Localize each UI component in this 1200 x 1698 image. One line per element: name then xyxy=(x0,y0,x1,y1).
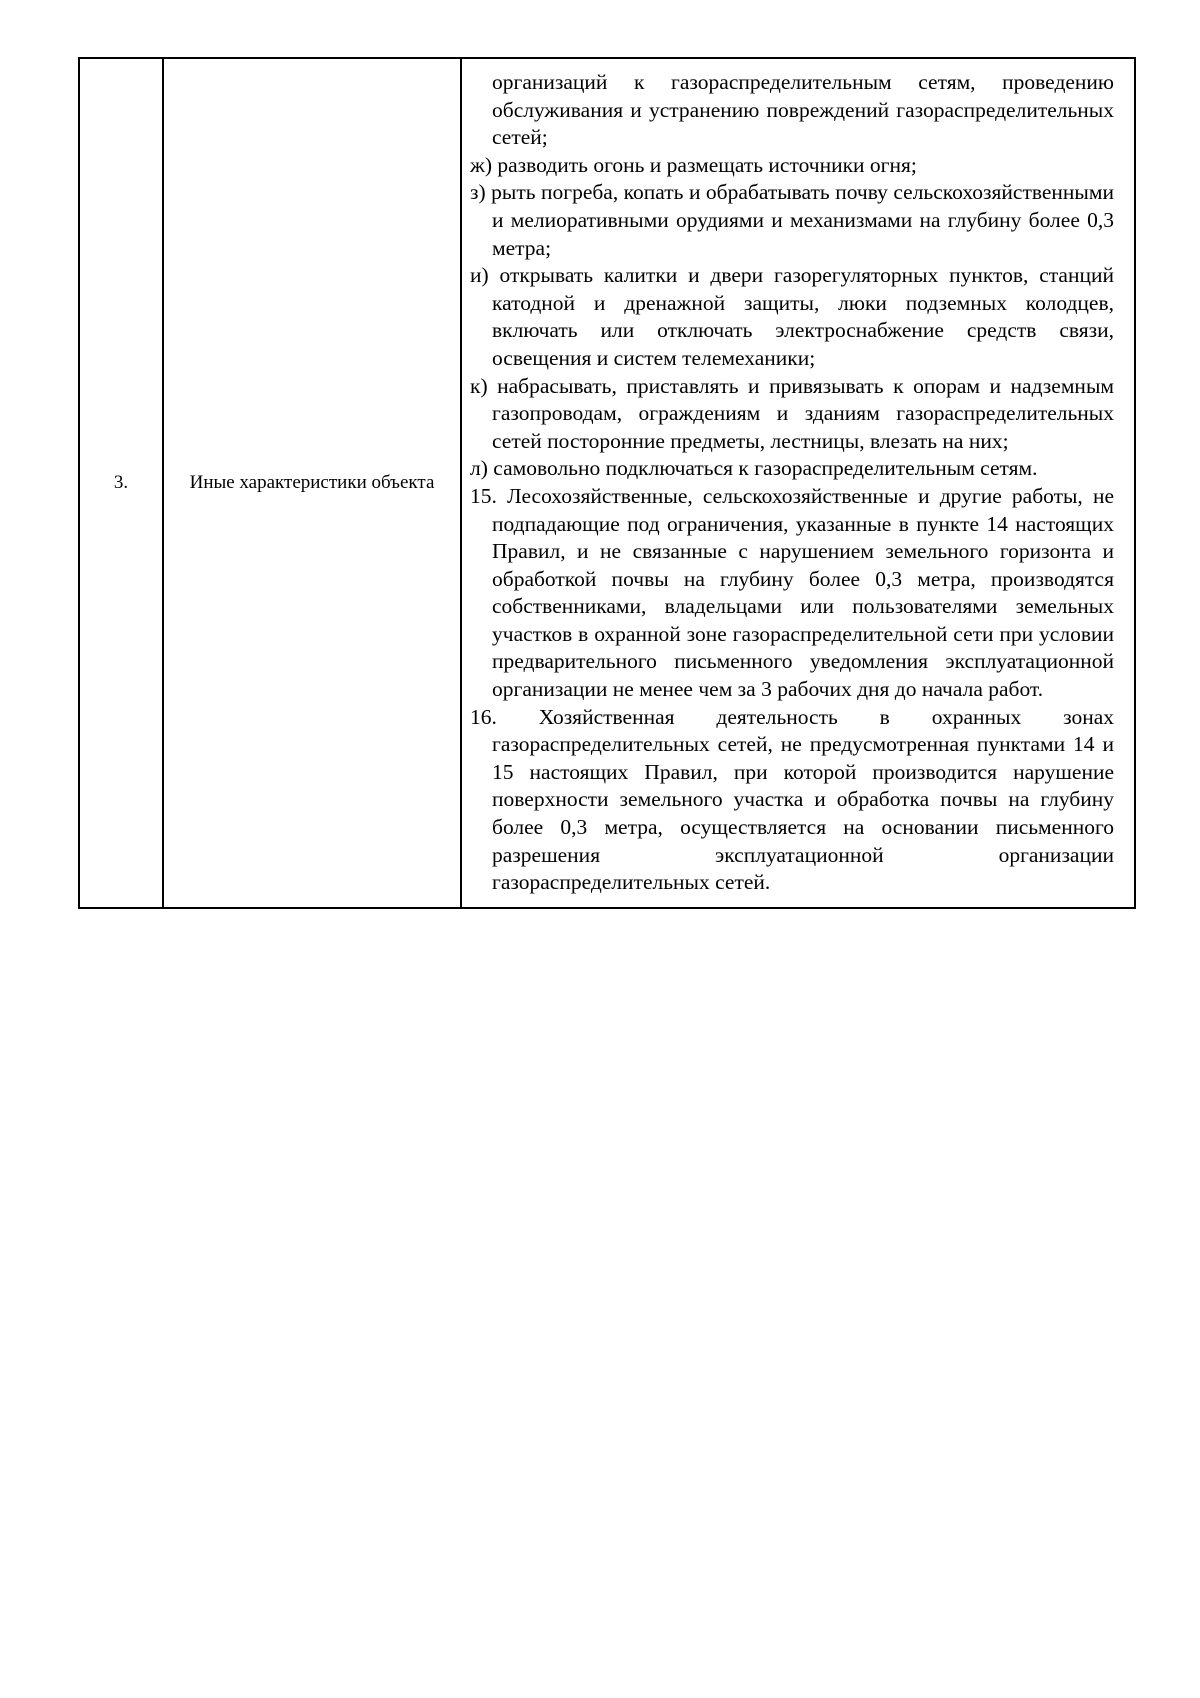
row-name-cell xyxy=(163,58,461,908)
paragraph-clause-16: 16. Хозяйственная деятельность в охранных зонах газораспределительных сетей, не предусмотренная пунктами 14 и 15 настоящих Правил, при которой производится нарушение поверхности земельного участка и обработка почвы на глубину более 0,3 метра, осуществляется на основании письменного разрешения эксплуатационной организации газораспределительных сетей. xyxy=(470,704,1114,895)
row-number-cell xyxy=(79,58,163,908)
characteristics-table xyxy=(78,57,1136,909)
paragraph-item-k: к) набрасывать, приставлять и привязывать к опорам и надземным газопроводам, ограждениям и зданиям газораспределительных сетей посторонние предметы, лестницы, влезать на них; xyxy=(470,373,1114,453)
paragraph-item-l: л) самовольно подключаться к газораспределительным сетям. xyxy=(470,456,1038,481)
row-name: Иные характеристики объекта xyxy=(189,471,435,493)
table-row xyxy=(79,58,1135,908)
paragraph-item-zh: ж) разводить огонь и размещать источники огня; xyxy=(470,152,917,177)
row-number: 3. xyxy=(113,471,129,493)
paragraph-clause-15: 15. Лесохозяйственные, сельскохозяйственные и другие работы, не подпадающие под ограничения, указанные в пункте 14 настоящих Правил, и не связанные с нарушением земельного горизонта и обработкой почвы на глубину более 0,3 метра, производятся собственниками, владельцами или пользователями земельных участков в охранной зоне газораспределительной сети при условии предварительного письменного уведомления эксплуатационной организации не менее чем за 3 рабочих дня до начала работ. xyxy=(470,483,1114,702)
paragraph-item-z: з) рыть погреба, копать и обрабатывать почву сельскохозяйственными и мелиоративными орудиями и механизмами на глубину более 0,3 метра; xyxy=(470,180,1114,260)
paragraph-continuation: организаций к газораспределительным сетям, проведению обслуживания и устранению повреждений газораспределительных сетей; xyxy=(492,70,1114,150)
paragraph-item-i: и) открывать калитки и двери газорегуляторных пунктов, станций катодной и дренажной защиты, люки подземных колодцев, включать или отключать электроснабжение средств связи, освещения и систем телемеханики; xyxy=(470,263,1114,370)
row-description-cell xyxy=(461,58,1135,908)
